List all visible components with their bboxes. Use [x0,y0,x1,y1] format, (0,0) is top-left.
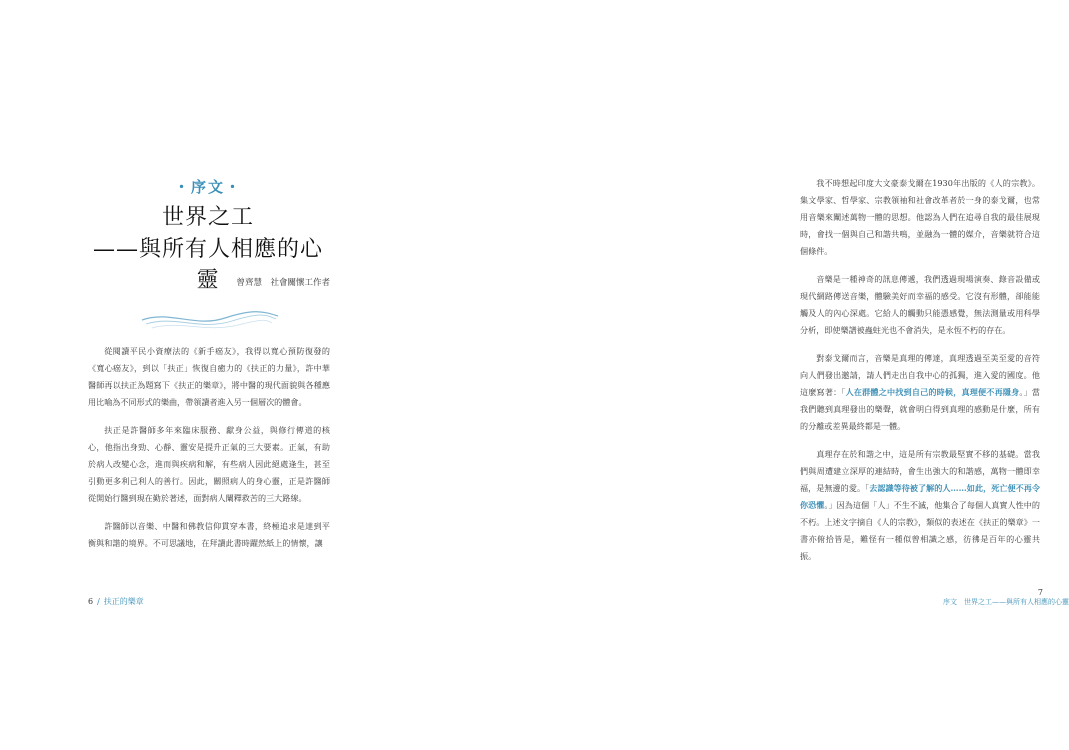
right-footer [943,588,1069,607]
text-run: 。」當我們聽到真理發出的樂聲，就會明白得到真理的感動是什麼，所有的分離或差異最終都是一體。 [800,387,1041,431]
body-paragraph [800,350,1040,435]
left-page [0,0,375,750]
page-number: 6 [88,597,94,606]
text-run: 對泰戈爾而言，音樂是真理的傳達，真理透過至美至愛的音符向人們發出邀請，請人們走出自我中心的孤獨，進入愛的國度。他這麼寫著：「 [800,353,1040,397]
author-credit: 曾齊慧 社會關懷工作者 [236,278,330,288]
body-paragraph: 從閱讀平民小資療法的《新手癌友》，我得以寬心預防復發的《寬心癌友》，到以「扶正」恢復自癒力的《扶正的力量》，許中華醫師再以扶正為題寫下《扶正的樂章》，將中醫的現代面貌與各種應用比喻為不同形式的樂曲，帶領讀者進入另一個層次的體會。 [88,346,330,407]
right-body-text [800,175,1040,576]
section-label: ・序文・ [173,178,242,196]
body-paragraph: 扶正是許醫師多年來臨床服務、獻身公益，與修行傳道的核心，他指出身勁、心靜、靈安是提升正氣的三大要素。正氣，有助於病人改變心念，進而與疾病和解，有些病人因此絕處逢生，甚至引動更多利己利人的善行。因此，關照病人的身心靈，正是許醫師從開始行醫到現在勤於著述，面對病人闡釋救苦的三大路線。 [88,425,330,503]
chapter-title: 世界之工 [161,205,254,230]
text-run: 真理存在於和諧之中，這是所有宗教最堅實不移的基礎。當我們與周遭建立深厚的連結時，會生出強大的和諧感，萬物一體即幸福，是無邊的愛。「 [800,449,1040,493]
body-paragraph: 我不時想起印度大文豪泰戈爾在1930年出版的《人的宗教》。集文學家、哲學家、宗教領袖和社會改革者於一身的泰戈爾，也常用音樂來闡述萬物一體的思想。他認為人們在追尋自我的最佳展現時，會找一個與自己和諧共鳴，並融為一體的媒介，音樂就符合這個條件。 [800,178,1040,256]
page-number: 7 [1037,588,1043,597]
left-footer [88,596,144,607]
chapter-subtitle: ——與所有人相應的心靈 [92,237,323,293]
book-title: 扶正的樂章 [103,597,144,606]
text-run: 。」因為這個「人」不生不滅，他集合了每個人真實人性中的不朽。上述文字摘自《人的宗教》，類似的表述在《扶正的樂章》一書亦俯拾皆是，難怪有一種似曾相識之感，彷彿是百年的心靈共振。 [800,500,1040,561]
left-body-text [88,343,330,563]
body-paragraph: 音樂是一種神奇的訊息傳遞，我們透過現場演奏、錄音設備或現代網路傳送音樂，體驗美好而幸福的感受。它沒有形體，卻能能觸及人的內心深處。它給人的觸動只能憑感覺，無法測量或用科學分析，即使樂譜被蟲蛀光也不會消失，是永恆不朽的存在。 [800,274,1040,335]
wave-ornament-icon [140,306,280,332]
body-paragraph: 許醫師以音樂、中醫和佛教信仰貫穿本書，終極追求是達到平衡與和諧的境界。不可思議地，在拜讀此書時躍然紙上的情懷，讓 [88,521,330,548]
right-page [375,0,1069,750]
body-paragraph [800,446,1040,565]
highlighted-quote: 人在群體之中找到自己的時候，真理便不再隱身 [845,387,1020,397]
slash-divider-icon: / [97,597,100,606]
running-header: 序文 世界之工——與所有人相應的心靈 [943,598,1069,606]
highlighted-quote: 去認識等待被了解的人……如此，死亡便不再令你恐懼 [800,483,1040,510]
